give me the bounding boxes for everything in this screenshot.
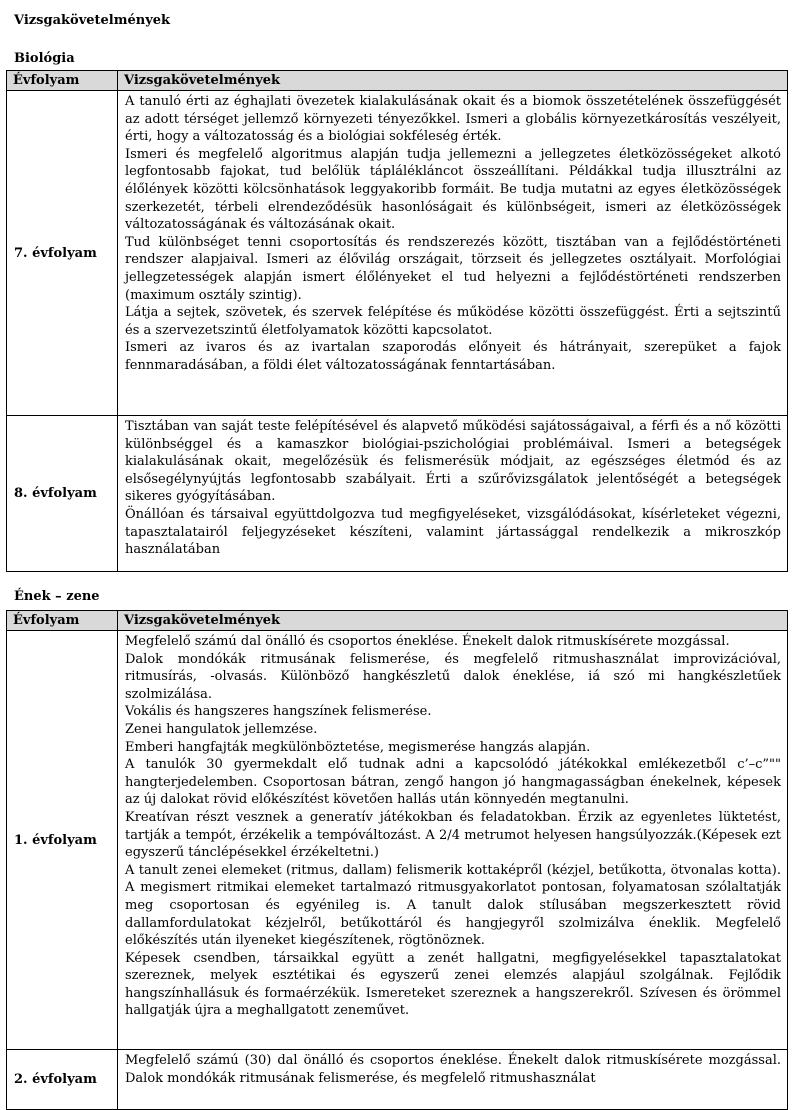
section-title-enek-zene: Ének – zene <box>14 589 100 604</box>
requirement-paragraph: Kreatívan részt vesznek a generatív játékokban és feladatokban. Érzik az egyenletes lüktetést, tartják a tempót, érzékelik a tempóváltozást. A 2/4 metrumot helyesen hangsúlyozzák.(Képesek ezt egyszerű tánclépésekkel érzékeltetni.) <box>125 809 781 861</box>
enek-zene-table <box>6 610 788 1110</box>
requirement-paragraph: A tanult zenei elemeket (ritmus, dallam) felismerik kottaképről (kézjel, betűkotta, ötvonalas kotta). A megismert ritmikai elemeket tartalmazó ritmusgyakorlatot pontosan, folyamatosan szólaltatják meg csoportosan és egyénileg is. A tanult dalok stílusában megszerkesztett rövid dallamfordulatokat kézjelről, betűkottáról és hangjegyről szolmizálva éneklik. Megfelelő előkészítés után ilyeneket kiegészítenek, rögtönöznek. <box>125 862 781 949</box>
requirements-cell <box>118 91 788 416</box>
column-header-requirements: Vizsgakövetelmények <box>118 611 788 631</box>
column-header-year: Évfolyam <box>7 611 118 631</box>
requirements-cell <box>118 416 788 572</box>
requirement-paragraph: Látja a sejtek, szövetek, és szervek felépítése és működése közötti összefüggést. Érti a sejtszintű és a szervezetszintű életfolyamatok közötti kapcsolatot. <box>125 305 781 338</box>
year-cell: 7. évfolyam <box>7 91 118 416</box>
requirement-paragraph: Zenei hangulatok jellemzése. <box>125 721 318 737</box>
requirement-paragraph: A tanulók 30 gyermekdalt elő tudnak adni a kapcsolódó játékokkal emlékezetből c’–c”"" hangterjedelemben. Csoportosan bátran, zengő hangon jó hangmagasságban énekelnek, képesek az új dalokat rövid előkészítést követően hallás után könnyedén megtanulni. <box>125 757 781 808</box>
requirement-paragraph: Megfelelő számú dal önálló és csoportos éneklése. Énekelt dalok ritmuskísérete mozgással. <box>125 634 730 649</box>
requirement-paragraph: Önállóan és társaival együttdolgozva tud megfigyeléseket, vizsgálódásokat, kísérleteket végezni, tapasztalatairól feljegyzéseket készíteni, valamint jártassággal rendelkezik a mikroszkóp használatában <box>125 506 781 558</box>
requirement-paragraph: Megfelelő számú (30) dal önálló és csoportos éneklése. Énekelt dalok ritmuskísérete mozgással. Dalok mondókák ritmusának felismerése, és megfelelő ritmushasználat <box>125 1053 781 1086</box>
table-row <box>7 416 788 572</box>
year-cell: 1. évfolyam <box>7 631 118 1050</box>
table-row <box>7 631 788 1050</box>
requirements-cell <box>118 631 788 1050</box>
table-header-row <box>7 611 788 631</box>
page-title: Vizsgakövetelmények <box>14 13 171 28</box>
table-header-row <box>7 71 788 91</box>
requirement-paragraph: Tud különbséget tenni csoportosítás és rendszerezés között, tisztában van a fejlődéstörténeti rendszer alapjaival. Ismeri az élővilág országait, törzseit és jellegzetes osztályait. Morfológiai jellegzetességek alapján ismert élőlényeket el tud helyezni a fejlődéstörténeti rendszerben (maximum osztály szintig). <box>125 234 781 303</box>
biologia-table <box>6 70 788 572</box>
requirement-paragraph: Ismeri az ivaros és az ivartalan szaporodás előnyeit és hátrányait, szerepüket a fajok fennmaradásában, a földi élet változatosságának fenntartásában. <box>125 340 781 373</box>
requirement-paragraph: Tisztában van saját teste felépítésével és alapvető működési sajátosságaival, a férfi és a nő közötti különbséggel és a kamaszkor biológiai-pszichológiai problémáival. Ismeri a betegségek kialakulásának okait, megelőzésük és felismerésük módjait, az egészséges életmód és az elsősegélynyújtás legfontosabb szabályait. Érti a szűrővizsgálatok jelentőségét a betegségek sikeres gyógyításában. <box>125 419 781 505</box>
section-title-biologia: Biológia <box>14 51 75 66</box>
requirement-paragraph: Dalok mondókák ritmusának felismerése, és megfelelő ritmushasználat improvizációval, ritmusírás, -olvasás. Különböző hangkészletű dalok éneklése, iá szó mi hangkészletűek szolmizálása. <box>125 651 781 702</box>
table-row <box>7 91 788 416</box>
year-cell: 2. évfolyam <box>7 1050 118 1110</box>
requirement-paragraph: A tanuló érti az éghajlati övezetek kialakulásának okait és a biomok összetételének összefüggését az adott térséget jellemző környezeti tényezőkkel. Ismeri a globális környezetkárosítás veszélyeit, érti, hogy a változatosság és a biológiai sokféleség érték. <box>125 94 781 145</box>
requirement-paragraph: Képesek csendben, társaikkal együtt a zenét hallgatni, megfigyelésekkel tapasztalatokat szereznek, melyek esztétikai és egyszerű zenei elemzés alapjául szolgálnak. Fejlődik hangszínhallásuk és formaérzékük. Ismereteket szereznek a hangszerekről. Szívesen és örömmel hallgatják újra a meghallgatott zeneművet. <box>125 950 781 1019</box>
requirement-paragraph: Ismeri és megfelelő algoritmus alapján tudja jellemezni a jellegzetes életközösségeket alkotó legfontosabb fajokat, tud belőlük táplálékláncot összeállítani. Példákkal tudja illusztrálni az élőlények közötti kölcsönhatások leggyakoribb formáit. Be tudja mutatni az egyes életközösségek szerkezetét, térbeli elrendeződésük hasonlóságait és különbségeit, ismeri az életközösségek változatosságának és változásának okait. <box>125 146 781 233</box>
year-cell: 8. évfolyam <box>7 416 118 572</box>
requirement-paragraph: Emberi hangfajták megkülönböztetése, megismerése hangzás alapján. <box>125 739 591 755</box>
requirement-paragraph: Vokális és hangszeres hangszínek felismerése. <box>125 704 432 720</box>
column-header-year: Évfolyam <box>7 71 118 91</box>
column-header-requirements: Vizsgakövetelmények <box>118 71 788 91</box>
